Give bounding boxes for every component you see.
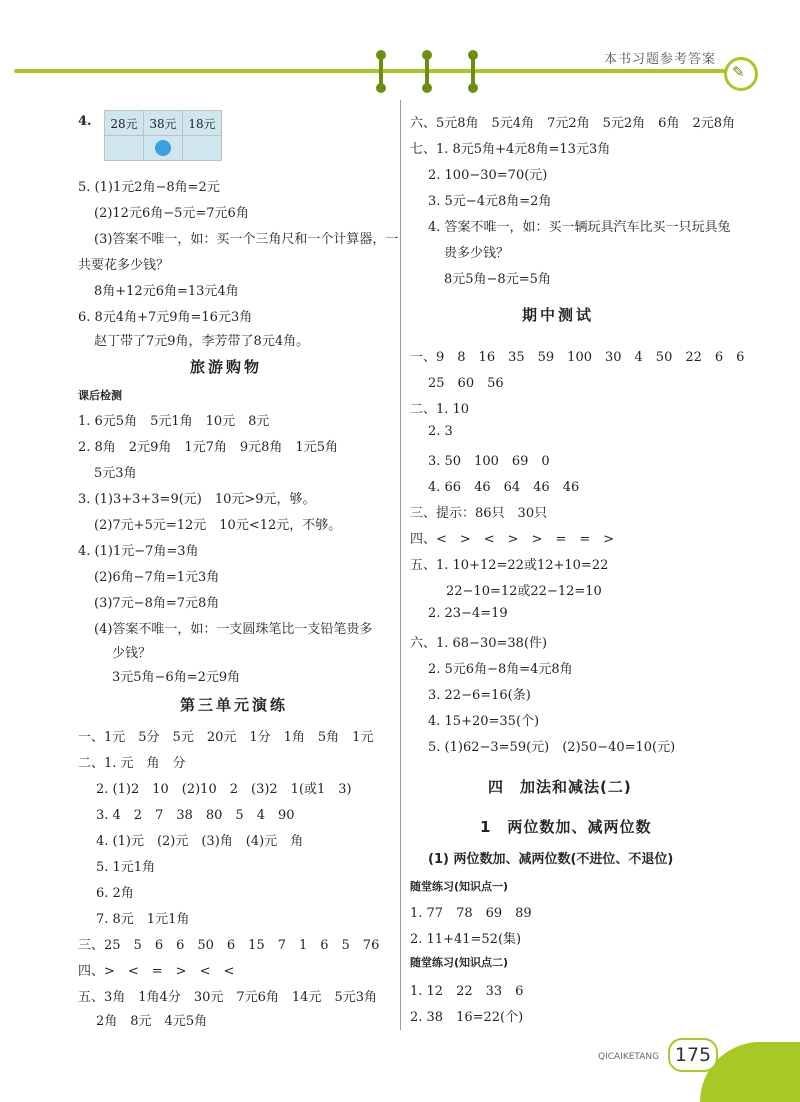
answer-line: 3. 50 100 69 0 (428, 454, 550, 469)
answer-line: 2. (1)2 10 (2)10 2 (3)2 1(或1 3) (96, 782, 352, 797)
answer-line: 2. 38 16=22(个) (410, 1010, 524, 1025)
answer-line: 赵丁带了7元9角，李芳带了8元4角。 (94, 334, 310, 349)
page-number: 175 (668, 1038, 718, 1072)
table-cell (183, 136, 222, 161)
binder-clip-icon (376, 52, 386, 90)
answer-line: 4. 15+20=35(个) (428, 714, 540, 729)
table-cell: 18元 (183, 111, 222, 136)
answer-line: 8元5角−8元=5角 (444, 272, 551, 287)
answer-line: 2. 100−30=70(元) (428, 168, 548, 183)
circle-mark-icon (155, 140, 171, 156)
header-rule (14, 69, 726, 73)
answer-line: 1. 77 78 69 89 (410, 906, 532, 921)
answer-line: 5. (1)1元2角−8角=2元 (78, 180, 220, 195)
answer-line: 2. 5元6角−8角=4元8角 (428, 662, 573, 677)
answer-line: 四、> < = > < < (78, 964, 235, 979)
answer-line: 二、1. 10 (410, 402, 470, 417)
section-heading: 旅游购物 (190, 358, 263, 376)
answer-line: (3)7元−8角=7元8角 (94, 596, 220, 611)
answer-line: 2角 8元 4元5角 (96, 1014, 208, 1029)
answer-line: 4. (1)元 (2)元 (3)角 (4)元 角 (96, 834, 304, 849)
binder-clip-icon (422, 52, 432, 90)
question-label: 4. (78, 114, 92, 129)
table-cell: 28元 (105, 111, 144, 136)
answer-line: 6. 8元4角+7元9角=16元3角 (78, 310, 253, 325)
subsection-label: 课后检测 (78, 389, 122, 402)
answer-line: 8角+12元6角=13元4角 (94, 284, 239, 299)
answer-line: 1. 12 22 33 6 (410, 984, 524, 999)
chapter-heading: 四 加法和减法(二) (488, 778, 632, 796)
answer-line: (2)6角−7角=1元3角 (94, 570, 220, 585)
answer-line: 3. (1)3+3+3=9(元) 10元>9元，够。 (78, 492, 316, 507)
answer-line: 少钱？ (112, 646, 152, 661)
answer-line: 6. 2角 (96, 886, 134, 901)
answer-line: 4. (1)1元−7角=3角 (78, 544, 199, 559)
section-heading: 第三单元演练 (180, 696, 289, 714)
section-heading: 期中测试 (522, 306, 595, 324)
answer-line: 一、1元 5分 5元 20元 1分 1角 5角 1元 (78, 730, 374, 745)
table-cell (144, 136, 183, 161)
table-cell (105, 136, 144, 161)
answer-line: 4. 答案不唯一，如：买一辆玩具汽车比买一只玩具兔 (428, 220, 731, 235)
subsection-heading: (1) 两位数加、减两位数(不进位、不退位) (428, 852, 674, 867)
answer-line: 3元5角−6角=2元9角 (112, 670, 241, 685)
lesson-heading: 1 两位数加、减两位数 (480, 818, 652, 836)
answer-line: (2)12元6角−5元=7元6角 (94, 206, 249, 221)
answer-line: 5. (1)62−3=59(元) (2)50−40=10(元) (428, 740, 676, 755)
answer-line: 四、< > < > > = = > (410, 532, 615, 547)
answer-line: 2. 8角 2元9角 1元7角 9元8角 1元5角 (78, 440, 338, 455)
answer-line: 七、1. 8元5角+4元8角=13元3角 (410, 142, 611, 157)
answer-line: 一、9 8 16 35 59 100 30 4 50 22 6 6 (410, 350, 745, 365)
answer-line: 六、1. 68−30=38(件) (410, 636, 548, 651)
answer-line: 五、1. 10+12=22或12+10=22 (410, 558, 609, 573)
answer-line: 2. 3 (428, 424, 453, 439)
answer-line: 贵多少钱？ (444, 246, 510, 261)
answer-line: 六、5元8角 5元4角 7元2角 5元2角 6角 2元8角 (410, 116, 735, 131)
answer-line: 3. 22−6=16(条) (428, 688, 531, 703)
answer-line: 7. 8元 1元1角 (96, 912, 190, 927)
answer-line: 4. 66 46 64 46 46 (428, 480, 580, 495)
answer-line: 二、1. 元 角 分 (78, 756, 186, 771)
price-table (104, 110, 222, 161)
answer-line: 3. 4 2 7 38 80 5 4 90 (96, 808, 295, 823)
answer-line: 共要花多少钱？ (78, 258, 170, 273)
answer-line: (3)答案不唯一，如：买一个三角尺和一个计算器，一 (94, 232, 399, 247)
table-cell: 38元 (144, 111, 183, 136)
footer-brand: QICAIKETANG (598, 1052, 660, 1062)
answer-line: 5元3角 (94, 466, 137, 481)
answer-line: 五、3角 1角4分 30元 7元6角 14元 5元3角 (78, 990, 377, 1005)
answer-line: 22−10=12或22−12=10 (446, 584, 602, 599)
column-divider (400, 100, 401, 1030)
answer-line: (2)7元+5元=12元 10元<12元，不够。 (94, 518, 342, 533)
answer-line: 三、提示：86只 30只 (410, 506, 548, 521)
binder-clip-icon (468, 52, 478, 90)
answer-line: 1. 6元5角 5元1角 10元 8元 (78, 414, 270, 429)
subsection-label: 随堂练习(知识点一) (410, 880, 509, 893)
answer-line: (4)答案不唯一，如：一支圆珠笔比一支铅笔贵多 (94, 622, 373, 637)
answer-line: 2. 23−4=19 (428, 606, 508, 621)
header-title: 本书习题参考答案 (604, 52, 717, 67)
mascot-icon: ✎ (724, 57, 758, 91)
subsection-label: 随堂练习(知识点二) (410, 956, 509, 969)
answer-line: 3. 5元−4元8角=2角 (428, 194, 552, 209)
answer-line: 2. 11+41=52(集) (410, 932, 522, 947)
answer-line: 三、25 5 6 6 50 6 15 7 1 6 5 76 (78, 938, 380, 953)
answer-line: 25 60 56 (428, 376, 504, 391)
answer-line: 5. 1元1角 (96, 860, 156, 875)
